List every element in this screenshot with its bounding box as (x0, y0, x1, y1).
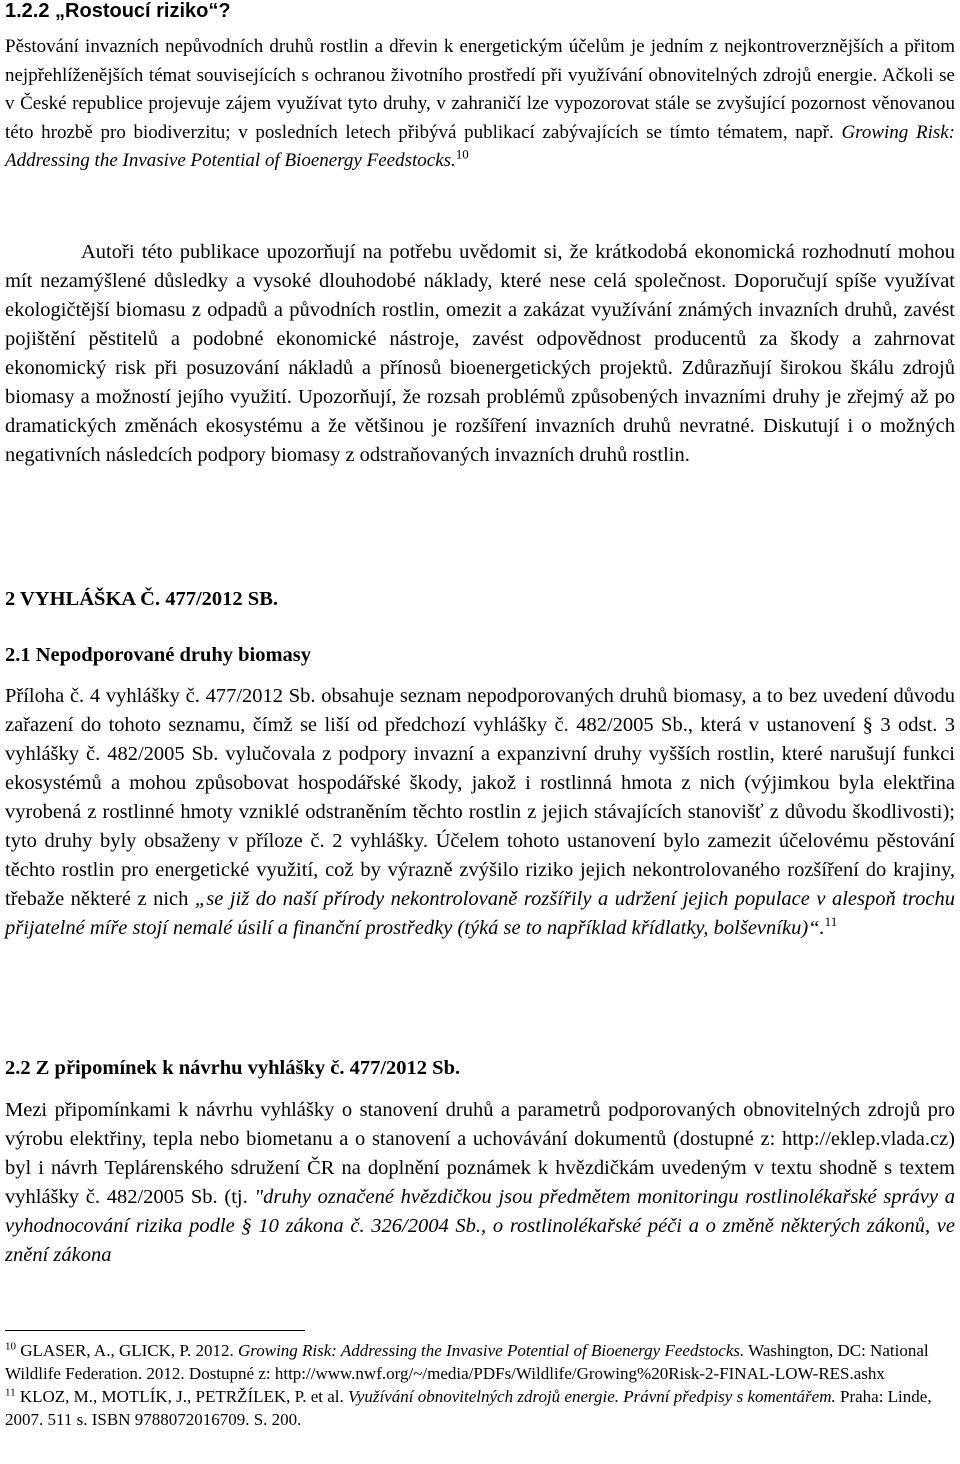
footnote-ref-11: 11 (824, 914, 838, 930)
section-heading-2-2: 2.2 Z připomínek k návrhu vyhlášky č. 477/2012 Sb. (5, 1057, 461, 1079)
paragraph-intro (5, 33, 955, 176)
paragraph-unsupported-biomass-quote: „se již do naší přírody nekontrolovaně rozšířily a udržení jejich populace v alespoň trochu přijatelné míře stojí nemalé úsilí a finanční prostředky (týká se to například křídlatky, bolševníku)“ (5, 888, 955, 939)
footnote-11-number: 11 (5, 1386, 16, 1399)
publication-title: Growing Risk: Addressing the Invasive Potential of Bioenergy Feedstocks. (5, 121, 956, 172)
section-heading-2-1: 2.1 Nepodporované druhy biomasy (5, 644, 312, 666)
paragraph-comments (5, 1096, 955, 1306)
footnote-separator (5, 1330, 305, 1331)
footnotes (5, 1339, 955, 1431)
section-heading-1-2-2: 1.2.2 „Rostoucí riziko“? (5, 0, 231, 22)
paragraph-intro-part-b: Ačkoli se v České republice projevuje zájem využívat tyto druhy, v zahraničí lze vypozorovat stále se zvyšující pozornost věnovanou této hrozbě pro biodiverzitu; v posledních letech přibývá publikací zabývajících se tímto tématem, např. (5, 64, 955, 143)
footnote-11 (5, 1385, 955, 1431)
paragraph-comments-text: Mezi připomínkami k návrhu vyhlášky o stanovení druhů a parametrů podporovaných obnovitelných zdrojů pro výrobu elektřiny, tepla nebo biometanu a o stanovení a uchovávání dokumentů (dostupné z: http://eklep.vlada.cz) byl i návrh Teplárenského sdružení ČR na doplnění poznámek k hvězdičkám uvedeným v textu shodně s textem vyhlášky č. 482/2005 Sb. (tj. (5, 1099, 955, 1208)
paragraph-unsupported-biomass-text: Příloha č. 4 vyhlášky č. 477/2012 Sb. obsahuje seznam nepodporovaných druhů biomasy, a to bez uvedení důvodu zařazení do tohoto seznamu, čímž se liší od předchozí vyhlášky č. 482/2005 Sb., která v ustanovení § 3 odst. 3 vyhlášky č. 482/2005 Sb. vylučovala z podpory invazní a expanzivní druhy vyšších rostlin, které narušují funkci ekosystémů a mohou způsobovat hospodářské škody, jakož i rostlinná hmota z nich (výjimkou byla elektřina vyrobená z rostlinné hmoty vzniklé odstraněním těchto rostlin z jejich stávajících stanovišť z důvodu škodlivosti); tyto druhy byly obsaženy v příloze č. 2 vyhlášky. Účelem tohoto ustanovení bylo zamezit účelovému pěstování těchto rostlin pro energetické využití, což by výrazně zvýšilo riziko jejich nekontrolovaného rozšíření do krajiny, třebaže některé z nich (5, 685, 955, 910)
footnote-10-title: Growing Risk: Addressing the Invasive Potential of Bioenergy Feedstocks. (237, 1341, 745, 1360)
paragraph-comments-quote: "druhy označené hvězdičkou jsou předmětem monitoringu rostlinolékařské správy a vyhodnocování rizika podle § 10 zákona č. 326/2004 Sb., o rostlinolékařské péči a o změně některých zákonů, ve znění zákona (5, 1186, 955, 1266)
footnote-11-publisher: Praha: Linde, 2007. 511 s. ISBN 9788072016709. S. 200. (5, 1387, 932, 1429)
footnote-11-authors: KLOZ, M., MOTLÍK, J., PETRŽÍLEK, P. et al. (15, 1387, 349, 1406)
section-heading-2: 2 VYHLÁŠKA Č. 477/2012 SB. (5, 588, 279, 610)
footnote-10-authors: GLASER, A., GLICK, P. 2012. (16, 1341, 238, 1360)
footnote-10-publisher: Washington, DC: National Wildlife Federation. 2012. Dostupné z: http://www.nwf.org/~/media/PDFs/Wildlife/Growing%20Risk-2-FINAL-LOW-RES.ashx (5, 1341, 929, 1383)
footnote-10-number: 10 (5, 1340, 16, 1353)
paragraph-unsupported-biomass (5, 682, 955, 943)
footnote-ref-10: 10 (455, 147, 469, 163)
paragraph-authors-summary: Autoři této publikace upozorňují na potřebu uvědomit si, že krátkodobá ekonomická rozhodnutí mohou mít nezamýšlené důsledky a vysoké dlouhodobé náklady, které nese celá společnost. Doporučují spíše využívat ekologičtější biomasu z odpadů a původních rostlin, omezit a zakázat využívání známých invazních druhů, zavést pojištění pěstitelů a podobné ekonomické nástroje, zavést odpovědnost producentů za škody a zahrnovat ekonomický risk při posuzování nákladů a přínosů bioenergetických projektů. Zdůrazňují širokou škálu zdrojů biomasy a možností jejího využití. Upozorňují, že rozsah problémů způsobených invazními druhy je zřejmý až po dramatických změnách ekosystému a že většinou je rozšíření invazních druhů nevratné. Diskutují i o možných negativních následcích podpory biomasy z odstraňovaných invazních druhů rostlin. (5, 241, 955, 466)
paragraph-intro-part-a: Pěstování invazních nepůvodních druhů rostlin a dřevin k energetickým účelům je jedním z nejkontroverznějších a přitom nejpřehlíženějších témat souvisejících s ochranou životního prostředí při využívání obnovitelných zdrojů energie. (5, 36, 955, 86)
footnote-10 (5, 1339, 955, 1385)
footnote-11-title: Využívání obnovitelných zdrojů energie. Právní předpisy s komentářem. (348, 1387, 836, 1406)
paragraph-unsupported-biomass-end: . (819, 917, 825, 939)
